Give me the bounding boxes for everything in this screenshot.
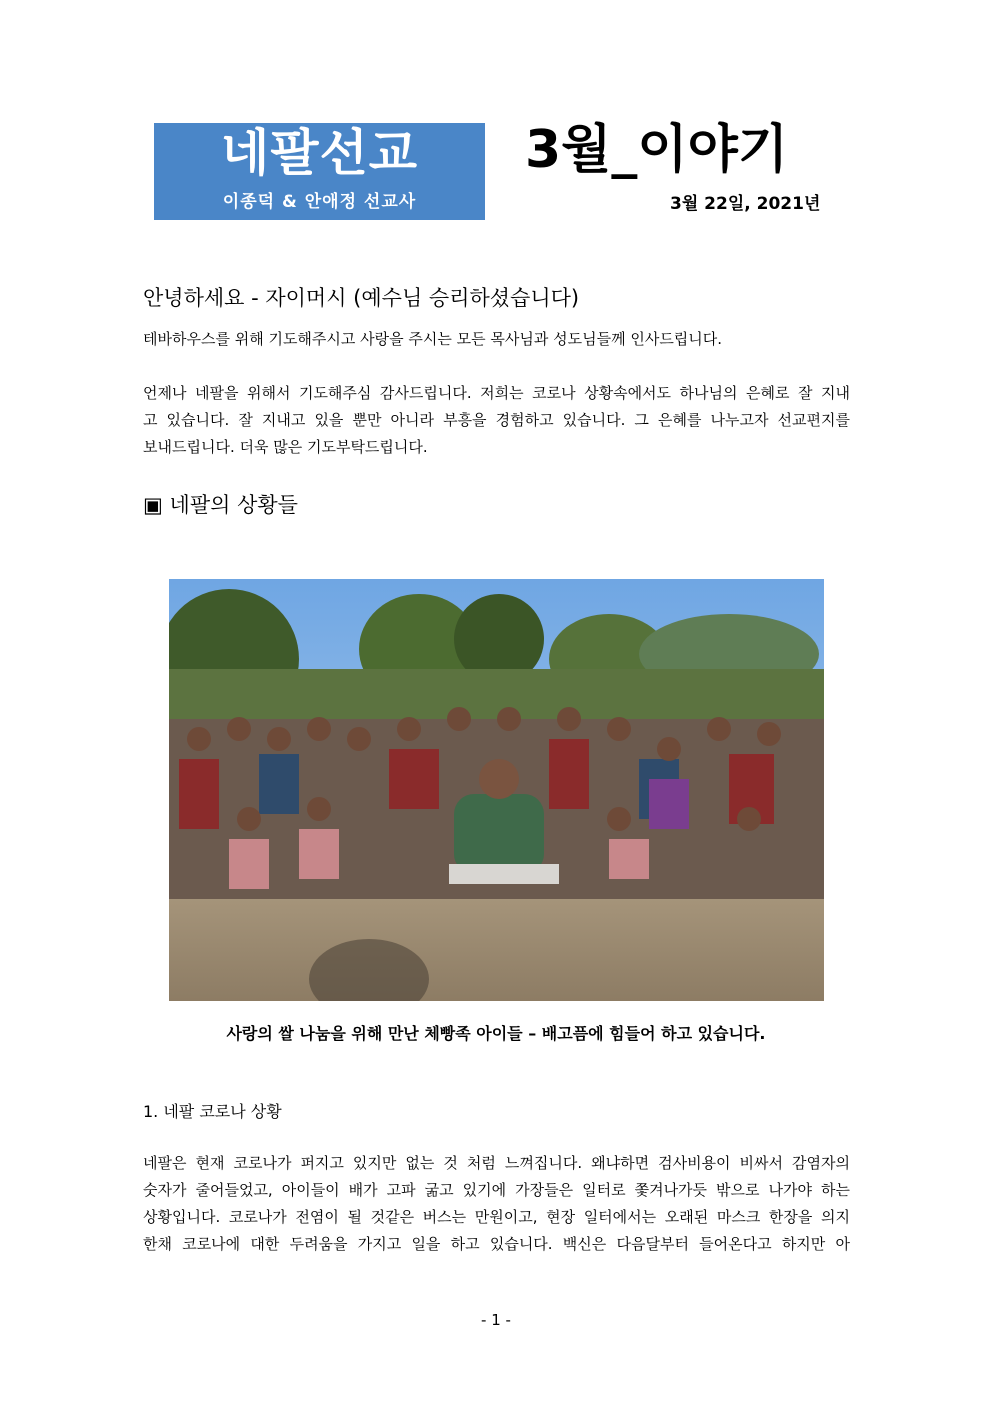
banner-title: 네팔선교 xyxy=(220,124,419,182)
greeting-heading: 안녕하세요 - 자이머시 (예수님 승리하셨습니다) xyxy=(143,286,580,310)
children-photo xyxy=(169,579,824,1001)
banner-subtitle: 이종덕 & 안애정 선교사 xyxy=(222,192,417,212)
text-line: 상황입니다. 코로나가 전염이 될 것같은 버스는 만원이고, 현장 일터에서는 오래된 마스크 한장을 의지 xyxy=(143,1208,850,1226)
text-line: 한채 코로나에 대한 두려움을 가지고 일을 하고 있습니다. 백신은 다음달부터 들어온다고 하지만 아 xyxy=(143,1235,850,1253)
paragraph-2 xyxy=(143,1150,850,1258)
paragraph-1 xyxy=(143,380,850,461)
text-line: 언제나 네팔을 위해서 기도해주심 감사드립니다. 저희는 코로나 상황속에서도 하나님의 은혜로 잘 지내 xyxy=(143,384,850,402)
subsection-heading: 1. 네팔 코로나 상황 xyxy=(143,1102,282,1121)
text-line: 테바하우스를 위해 기도해주시고 사랑을 주시는 모든 목사님과 성도님들께 인사드립니다. xyxy=(143,330,723,348)
photo-caption: 사랑의 쌀 나눔을 위해 만난 체빵족 아이들 – 배고픔에 힘들어 하고 있습니다. xyxy=(226,1024,766,1043)
square-marker-icon: ▣ xyxy=(143,493,163,517)
intro-paragraph xyxy=(143,326,850,353)
text-line: 네팔은 현재 코로나가 퍼지고 있지만 없는 것 처럼 느껴집니다. 왜냐하면 검사비용이 비싸서 감염자의 xyxy=(143,1154,850,1172)
text-line: 숫자가 줄어들었고, 아이들이 배가 고파 굶고 있기에 가장들은 일터로 쫓겨나가듯 밖으로 나가야 하는 xyxy=(143,1181,850,1199)
page-title: 3월_이야기 xyxy=(525,120,789,180)
date: 3월 22일, 2021년 xyxy=(670,194,821,214)
page-number: - 1 - xyxy=(481,1311,511,1329)
text-line: 고 있습니다. 잘 지내고 있을 뿐만 아니라 부흥을 경험하고 있습니다. 그 은혜를 나누고자 선교편지를 xyxy=(143,411,850,429)
banner xyxy=(154,123,485,220)
text-line: 보내드립니다. 더욱 많은 기도부탁드립니다. xyxy=(143,438,428,456)
section-heading xyxy=(143,489,298,519)
section-heading-text: 네팔의 상황들 xyxy=(169,493,298,517)
